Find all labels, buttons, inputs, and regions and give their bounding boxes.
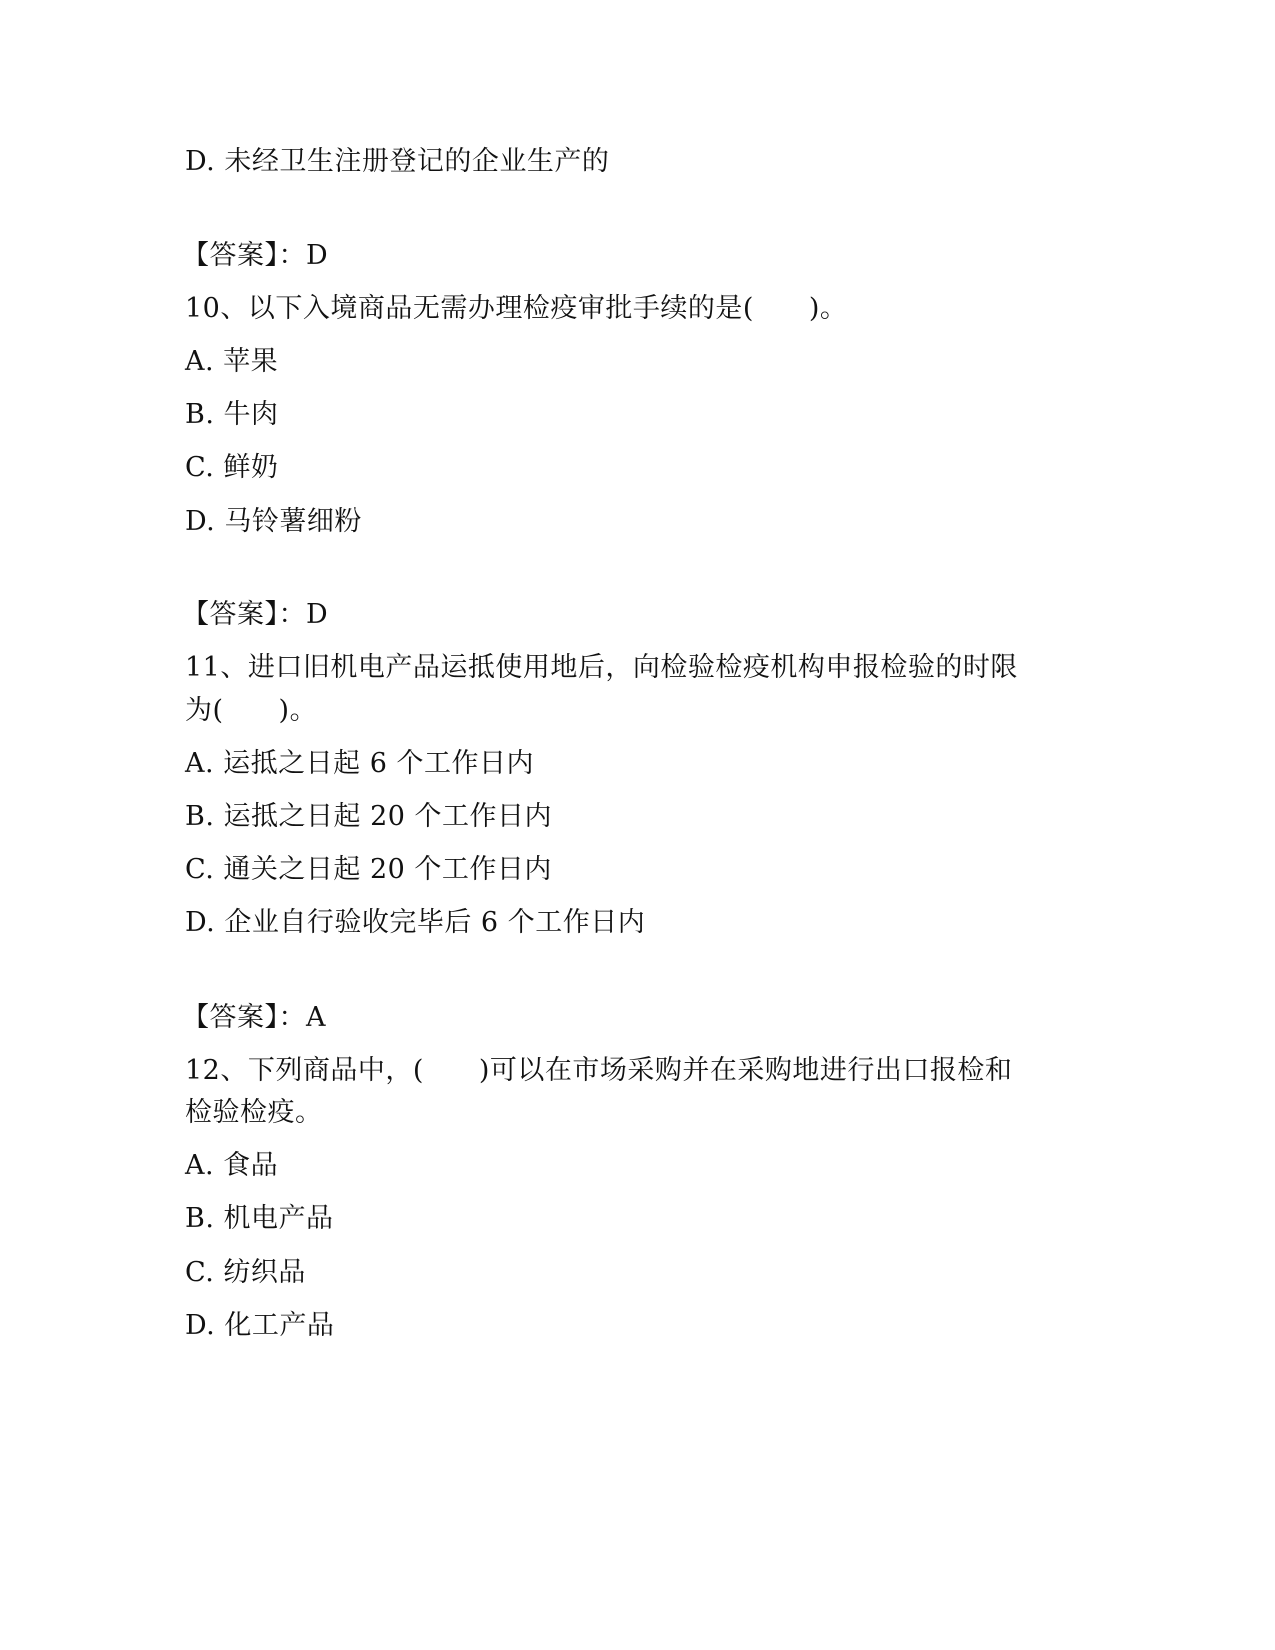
question-10-answer: 【答案】：D [182,599,329,630]
question-10-option-c: C. 鲜奶 [185,452,279,483]
question-10-option-d: D. 马铃薯细粉 [185,506,362,537]
question-11-option-b: B. 运抵之日起 20 个工作日内 [185,801,553,832]
question-12-option-b: B. 机电产品 [185,1203,334,1234]
question-11-stem-line-1: 11、进口旧机电产品运抵使用地后，向检验检疫机构申报检验的时限 [185,652,1018,683]
question-11-option-a: A. 运抵之日起 6 个工作日内 [185,748,535,779]
question-12-option-d: D. 化工产品 [185,1310,335,1341]
question-10-option-a: A. 苹果 [185,346,279,377]
question-12-option-a: A. 食品 [185,1150,279,1181]
option-d: D. 未经卫生注册登记的企业生产的 [185,146,610,177]
question-11-stem-line-2: 为( )。 [185,695,318,726]
question-10-option-b: B. 牛肉 [185,399,279,430]
question-12-option-c: C. 纺织品 [185,1257,306,1288]
question-10-stem: 10、以下入境商品无需办理检疫审批手续的是( )。 [185,293,848,324]
question-11-answer: 【答案】：A [182,1002,326,1033]
question-12-stem-line-1: 12、下列商品中，( )可以在市场采购并在采购地进行出口报检和 [185,1055,1013,1086]
answer-line: 【答案】：D [182,240,329,271]
question-12-stem-line-2: 检验检疫。 [185,1097,323,1128]
question-11-option-c: C. 通关之日起 20 个工作日内 [185,854,552,885]
question-11-option-d: D. 企业自行验收完毕后 6 个工作日内 [185,907,646,938]
